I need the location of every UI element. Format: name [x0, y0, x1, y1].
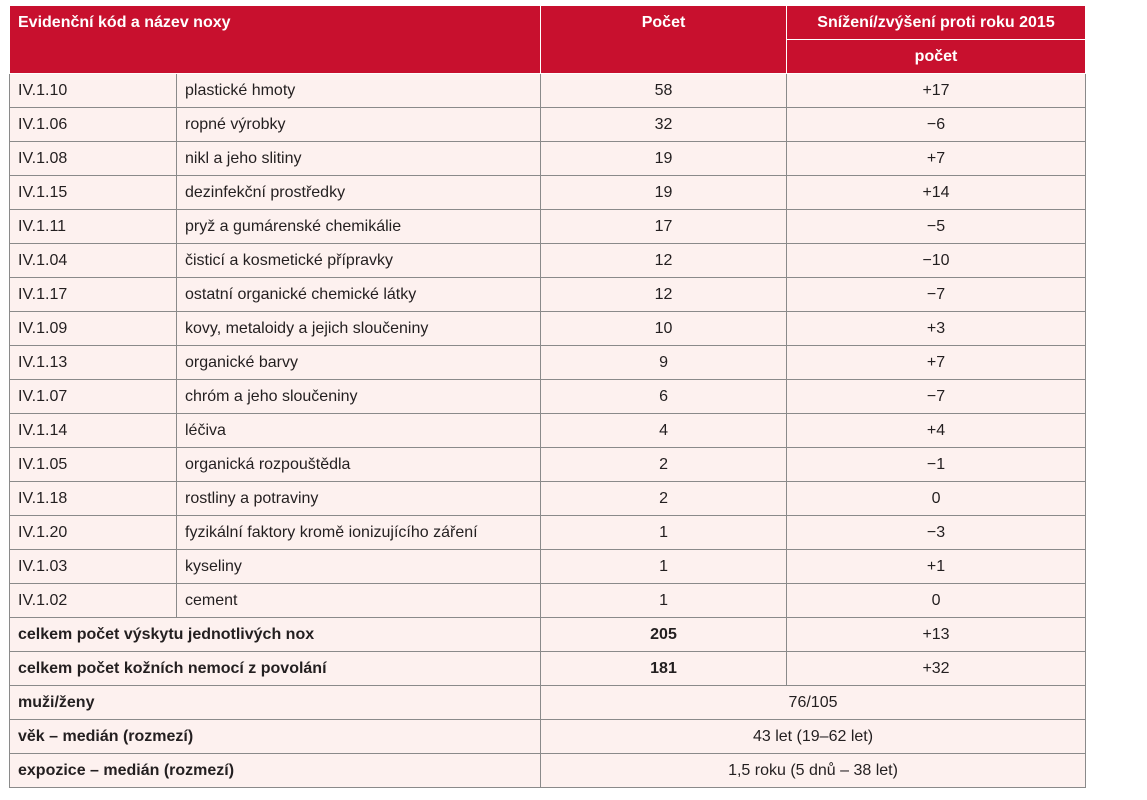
noxa-code: IV.1.07 [10, 380, 177, 414]
noxa-count: 4 [541, 414, 787, 448]
total-count: 205 [541, 618, 787, 652]
noxa-count: 12 [541, 278, 787, 312]
stat-row [10, 754, 1086, 788]
table-row [10, 244, 1086, 278]
noxa-code: IV.1.05 [10, 448, 177, 482]
noxa-name: pryž a gumárenské chemikálie [177, 210, 541, 244]
stat-row [10, 720, 1086, 754]
noxa-code: IV.1.09 [10, 312, 177, 346]
noxa-name: kyseliny [177, 550, 541, 584]
total-row [10, 652, 1086, 686]
table-body [10, 74, 1086, 788]
noxa-code: IV.1.18 [10, 482, 177, 516]
noxa-name: léčiva [177, 414, 541, 448]
noxa-name: nikl a jeho slitiny [177, 142, 541, 176]
noxa-change: +17 [787, 74, 1086, 108]
noxa-name: čisticí a kosmetické přípravky [177, 244, 541, 278]
noxa-name: dezinfekční prostředky [177, 176, 541, 210]
table-row [10, 346, 1086, 380]
noxa-code: IV.1.03 [10, 550, 177, 584]
noxa-code: IV.1.14 [10, 414, 177, 448]
noxa-count: 1 [541, 584, 787, 618]
table-row [10, 550, 1086, 584]
noxa-change: +7 [787, 346, 1086, 380]
noxa-count: 9 [541, 346, 787, 380]
noxa-count: 2 [541, 448, 787, 482]
noxa-table [9, 5, 1086, 788]
noxa-code: IV.1.06 [10, 108, 177, 142]
noxa-change: −5 [787, 210, 1086, 244]
table-row [10, 448, 1086, 482]
noxa-name: organické barvy [177, 346, 541, 380]
table-row [10, 482, 1086, 516]
noxa-name: chróm a jeho sloučeniny [177, 380, 541, 414]
noxa-change: −7 [787, 278, 1086, 312]
noxa-count: 17 [541, 210, 787, 244]
noxa-code: IV.1.13 [10, 346, 177, 380]
noxa-name: rostliny a potraviny [177, 482, 541, 516]
noxa-code: IV.1.20 [10, 516, 177, 550]
stat-row [10, 686, 1086, 720]
total-count: 181 [541, 652, 787, 686]
table-row [10, 210, 1086, 244]
noxa-change: +1 [787, 550, 1086, 584]
noxa-count: 19 [541, 176, 787, 210]
table-row [10, 108, 1086, 142]
noxa-name: plastické hmoty [177, 74, 541, 108]
table-row [10, 278, 1086, 312]
noxa-code: IV.1.02 [10, 584, 177, 618]
noxa-change: −3 [787, 516, 1086, 550]
table-row [10, 142, 1086, 176]
noxa-count: 10 [541, 312, 787, 346]
noxa-count: 58 [541, 74, 787, 108]
table-row [10, 516, 1086, 550]
noxa-name: organická rozpouštědla [177, 448, 541, 482]
noxa-code: IV.1.17 [10, 278, 177, 312]
stat-value: 76/105 [541, 686, 1086, 720]
noxa-count: 12 [541, 244, 787, 278]
noxa-change: −1 [787, 448, 1086, 482]
noxa-count: 1 [541, 550, 787, 584]
total-row [10, 618, 1086, 652]
noxa-code: IV.1.10 [10, 74, 177, 108]
table-row [10, 584, 1086, 618]
table-row [10, 176, 1086, 210]
noxa-count: 2 [541, 482, 787, 516]
noxa-change: −10 [787, 244, 1086, 278]
noxa-count: 32 [541, 108, 787, 142]
stat-value: 43 let (19–62 let) [541, 720, 1086, 754]
noxa-count: 1 [541, 516, 787, 550]
total-change: +13 [787, 618, 1086, 652]
noxa-change: +4 [787, 414, 1086, 448]
table-header [10, 6, 1086, 74]
noxa-name: ostatní organické chemické látky [177, 278, 541, 312]
total-label: celkem počet výskytu jednotlivých nox [10, 618, 541, 652]
noxa-code: IV.1.15 [10, 176, 177, 210]
stat-label: muži/ženy [10, 686, 541, 720]
noxa-code: IV.1.11 [10, 210, 177, 244]
noxa-change: 0 [787, 482, 1086, 516]
noxa-name: kovy, metaloidy a jejich sloučeniny [177, 312, 541, 346]
noxa-code: IV.1.04 [10, 244, 177, 278]
total-label: celkem počet kožních nemocí z povolání [10, 652, 541, 686]
noxa-change: −7 [787, 380, 1086, 414]
noxa-count: 19 [541, 142, 787, 176]
header-change: Snížení/zvýšení proti roku 2015 [787, 6, 1086, 40]
table-row [10, 414, 1086, 448]
noxa-change: +7 [787, 142, 1086, 176]
table-row [10, 380, 1086, 414]
stat-label: věk – medián (rozmezí) [10, 720, 541, 754]
noxa-name: fyzikální faktory kromě ionizujícího záření [177, 516, 541, 550]
table-row [10, 312, 1086, 346]
noxa-code: IV.1.08 [10, 142, 177, 176]
stat-label: expozice – medián (rozmezí) [10, 754, 541, 788]
total-change: +32 [787, 652, 1086, 686]
noxa-name: cement [177, 584, 541, 618]
table-row [10, 74, 1086, 108]
noxa-change: +14 [787, 176, 1086, 210]
noxa-count: 6 [541, 380, 787, 414]
header-code-name: Evidenční kód a název noxy [10, 6, 541, 74]
noxa-change: 0 [787, 584, 1086, 618]
header-change-sub: počet [787, 40, 1086, 74]
header-count: Počet [541, 6, 787, 74]
stat-value: 1,5 roku (5 dnů – 38 let) [541, 754, 1086, 788]
noxa-change: −6 [787, 108, 1086, 142]
noxa-change: +3 [787, 312, 1086, 346]
noxa-name: ropné výrobky [177, 108, 541, 142]
